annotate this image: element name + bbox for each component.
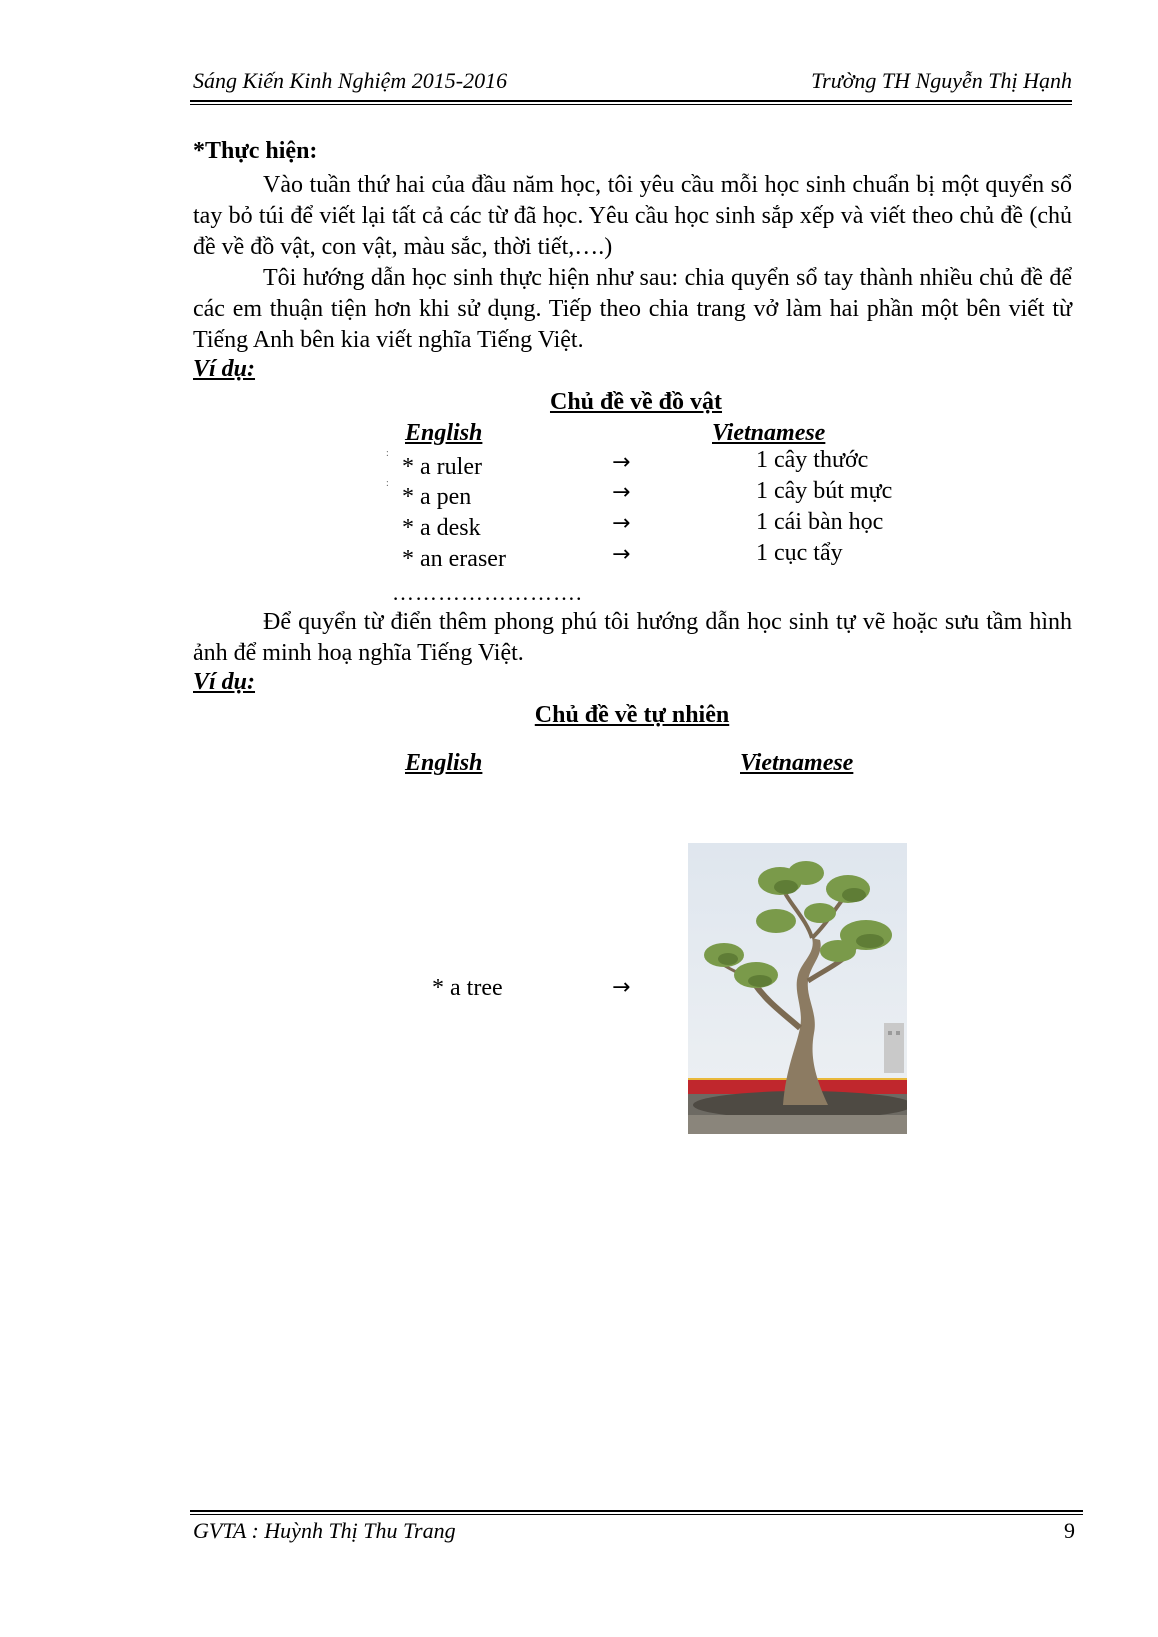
margin-mark: :: [386, 478, 389, 489]
vocab-row-english: * a ruler: [402, 454, 482, 480]
vocab-row-english: * an eraser: [402, 546, 506, 572]
ellipsis-dots: …………………….: [392, 580, 583, 605]
vocab-row-vietnamese: 1 cục tẩy: [756, 540, 843, 566]
page-number: 9: [1064, 1518, 1075, 1543]
arrow-right-icon: →: [612, 511, 631, 536]
vocab-row-english: * a tree: [432, 975, 503, 1001]
footer-rule-thin: [190, 1514, 1083, 1515]
vocab-row-english: * a pen: [402, 484, 472, 510]
header-left-text: Sáng Kiến Kinh Nghiệm 2015-2016: [193, 68, 508, 93]
header-right-text: Trường TH Nguyễn Thị Hạnh: [811, 68, 1072, 93]
arrow-right-icon: →: [612, 975, 631, 1000]
column-header-vietnamese: Vietnamese: [712, 420, 826, 446]
vocab-row-vietnamese: 1 cây bút mực: [756, 478, 893, 504]
example-label-1: Ví dụ:: [193, 356, 256, 382]
arrow-right-icon: →: [612, 480, 631, 505]
paragraph-1: Vào tuần thứ hai của đầu năm học, tôi yêu cầu mỗi học sinh chuẩn bị một quyển sổ tay bỏ túi để viết lại tất cả các từ đã học. Yêu cầu học sinh sắp xếp và viết theo chủ đề (chủ đề về đồ vật, con vật, màu sắc, thời tiết,….): [193, 172, 1072, 260]
topic-title-nature: Chủ đề về tự nhiên: [534, 702, 730, 728]
header-rule-thin: [190, 104, 1072, 105]
arrow-right-icon: →: [612, 542, 631, 567]
header-rule: [190, 100, 1072, 102]
column-header-vietnamese: Vietnamese: [740, 750, 854, 776]
footer-author: GVTA : Huỳnh Thị Thu Trang: [193, 1518, 456, 1543]
section-heading: *Thực hiện:: [193, 138, 318, 164]
column-header-english: English: [405, 750, 483, 776]
footer-rule: [190, 1510, 1083, 1512]
column-header-english: English: [405, 420, 483, 446]
margin-mark: :: [386, 448, 389, 459]
vocab-row-vietnamese: 1 cái bàn học: [756, 509, 884, 535]
tree-photo: [688, 843, 907, 1134]
example-label-2: Ví dụ:: [193, 669, 256, 695]
vocab-row-english: * a desk: [402, 515, 481, 541]
paragraph-3: Để quyển từ điển thêm phong phú tôi hướng dẫn học sinh tự vẽ hoặc sưu tầm hình ảnh để minh hoạ nghĩa Tiếng Việt.: [193, 609, 1072, 666]
topic-title-objects: Chủ đề về đồ vật: [549, 389, 723, 415]
vocab-row-vietnamese: 1 cây thước: [756, 447, 869, 473]
paragraph-2: Tôi hướng dẫn học sinh thực hiện như sau: chia quyển sổ tay thành nhiều chủ đề để các em thuận tiện hơn khi sử dụng. Tiếp theo chia trang vở làm hai phần một bên viết từ Tiếng Anh bên kia viết nghĩa Tiếng Việt.: [193, 265, 1072, 353]
arrow-right-icon: →: [612, 450, 631, 475]
